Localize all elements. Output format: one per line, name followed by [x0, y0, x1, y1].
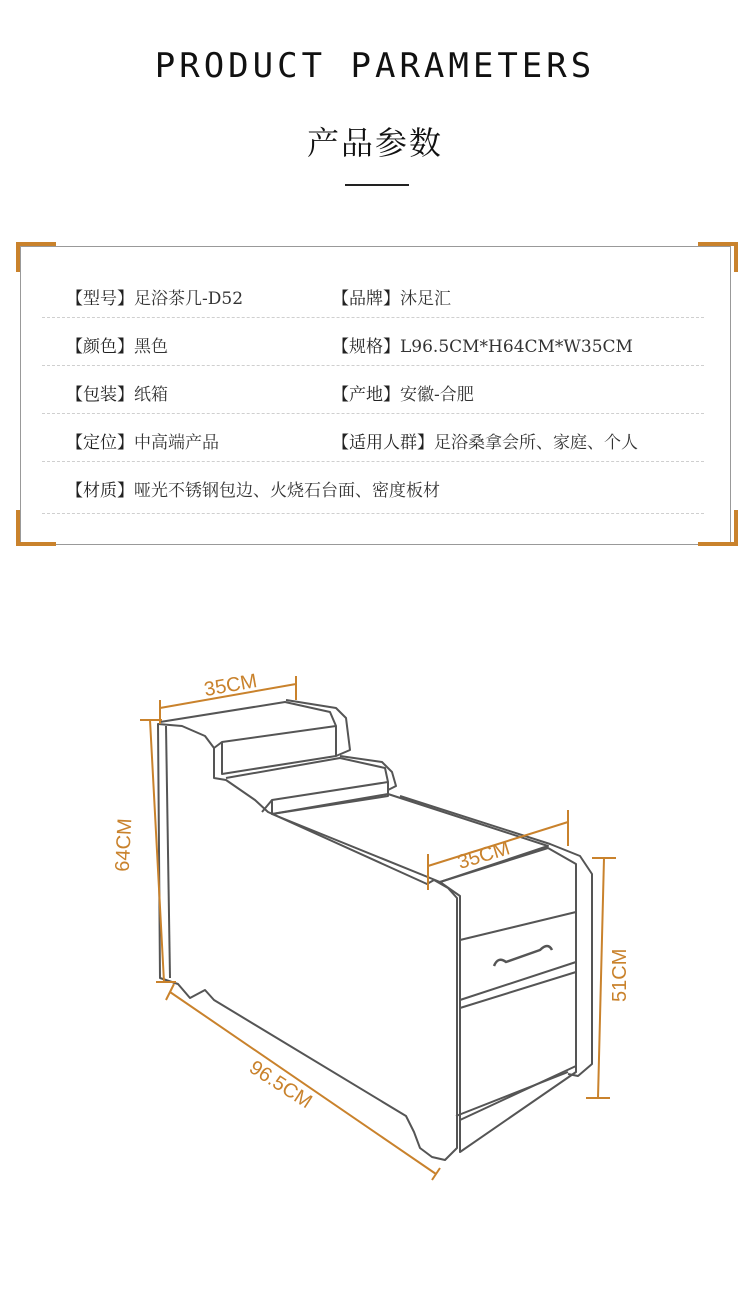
- corner-bracket-top-left: [16, 242, 56, 272]
- spec-origin-value: 安徽-合肥: [400, 385, 474, 405]
- spec-row-position-audience: [42, 414, 704, 462]
- spec-size-key: 【规格】: [332, 337, 400, 357]
- cabinet-outline: [158, 700, 592, 1160]
- spec-package-value: 纸箱: [134, 385, 168, 405]
- page-title-english: PRODUCT PARAMETERS: [154, 46, 596, 86]
- product-dimension-diagram: [0, 600, 750, 1220]
- spec-material-key: 【材质】: [66, 481, 134, 501]
- spec-brand-value: 沐足汇: [400, 289, 451, 309]
- spec-color-value: 黑色: [134, 337, 168, 357]
- spec-color: [66, 332, 168, 357]
- spec-model: [66, 284, 243, 309]
- spec-package: [66, 380, 168, 405]
- corner-bracket-top-right: [698, 242, 738, 272]
- spec-size: [332, 332, 633, 357]
- dim-label-top-width: 35CM: [202, 670, 259, 702]
- corner-bracket-bottom-right: [698, 510, 738, 546]
- step-middle-surface: [226, 758, 388, 812]
- dim-label-height-cabinet: 51CM: [609, 948, 631, 1002]
- spec-material-value: 哑光不锈钢包边、火烧石台面、密度板材: [134, 481, 440, 501]
- spec-origin: [332, 380, 474, 405]
- spec-brand: [332, 284, 451, 309]
- spec-package-key: 【包装】: [66, 385, 134, 405]
- spec-audience: [332, 428, 638, 453]
- spec-row-color-size: [42, 318, 704, 366]
- spec-row-material: [42, 462, 704, 514]
- dim-label-length: 96.5CM: [245, 1056, 316, 1114]
- dimension-lines: [140, 676, 616, 1180]
- cabinet-left-inner-edge: [166, 726, 170, 978]
- drawer-front: [460, 912, 576, 1000]
- cabinet-bottom-edge: [456, 1072, 568, 1116]
- step-top-surface: [160, 702, 336, 748]
- spec-row-model-brand: [42, 270, 704, 318]
- title-divider: [345, 184, 409, 186]
- spec-audience-value: 足浴桑拿会所、家庭、个人: [434, 433, 638, 453]
- spec-brand-key: 【品牌】: [332, 289, 400, 309]
- spec-position-key: 【定位】: [66, 433, 134, 453]
- dim-line-length: [166, 984, 440, 1180]
- spec-audience-key: 【适用人群】: [332, 433, 434, 453]
- dim-label-height-total: 64CM: [111, 817, 137, 873]
- spec-position-value: 中高端产品: [134, 433, 219, 453]
- spec-size-value: L96.5CM*H64CM*W35CM: [400, 337, 633, 357]
- spec-material: [66, 476, 440, 501]
- spec-model-key: 【型号】: [66, 289, 134, 309]
- spec-model-value: 足浴茶几-D52: [134, 289, 244, 309]
- page-title-chinese: 产品参数: [306, 124, 443, 162]
- drawer-handle-icon: [494, 946, 552, 966]
- spec-position: [66, 428, 219, 453]
- spec-color-key: 【颜色】: [66, 337, 134, 357]
- spec-origin-key: 【产地】: [332, 385, 400, 405]
- table-top-surface: [272, 794, 548, 882]
- spec-row-package-origin: [42, 366, 704, 414]
- corner-bracket-bottom-left: [16, 510, 56, 546]
- dim-label-front-width: 35CM: [455, 837, 513, 874]
- table-top-edge: [400, 796, 592, 1076]
